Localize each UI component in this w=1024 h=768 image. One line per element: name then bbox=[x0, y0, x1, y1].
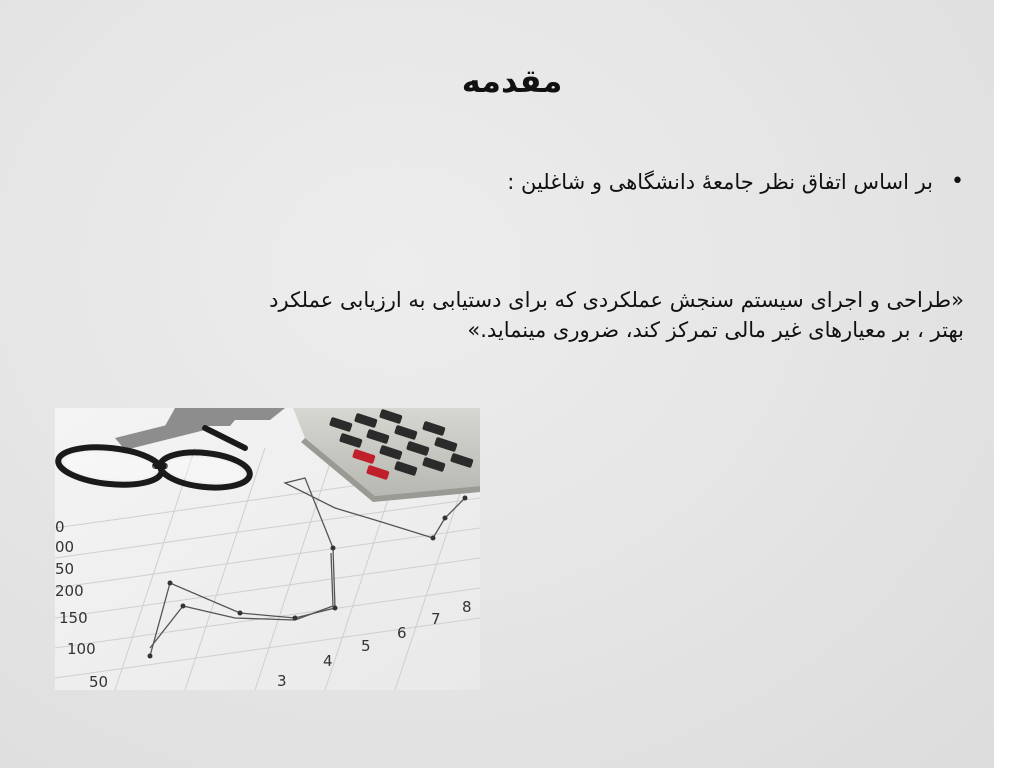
quote-line-1: «طراحی و اجرای سیستم سنجش عملکردی که برای دستیابی به ارزیابی عملکرد bbox=[269, 288, 964, 312]
photo-y-tick-00: 00 bbox=[55, 538, 75, 556]
photo-y-tick-150: 150 bbox=[59, 609, 88, 627]
photo-x-tick-6: 6 bbox=[397, 624, 407, 642]
quote-line-2: بهتر ، بر معیارهای غیر مالی تمرکز کند، ضروری مینماید.» bbox=[467, 318, 964, 342]
photo-x-tick-8: 8 bbox=[462, 598, 472, 616]
photo-x-tick-4: 4 bbox=[323, 652, 333, 670]
photo-x-tick-7: 7 bbox=[431, 610, 441, 628]
slide-title: مقدمه bbox=[461, 62, 563, 100]
photo-y-tick-50b: 50 bbox=[55, 560, 75, 578]
photo-y-tick-200: 200 bbox=[55, 582, 84, 600]
photo-x-tick-5: 5 bbox=[361, 637, 371, 655]
bullet-dot-icon: • bbox=[951, 169, 964, 194]
photo-x-tick-3: 3 bbox=[277, 672, 287, 690]
bullet-text: بر اساس اتفاق نظر جامعۀ دانشگاهی و شاغلین : bbox=[507, 170, 934, 194]
finance-photo bbox=[55, 408, 480, 690]
finance-photo-illustration bbox=[55, 408, 480, 690]
photo-y-tick-50: 50 bbox=[89, 673, 109, 690]
photo-y-tick-100: 100 bbox=[67, 640, 96, 658]
quote-block bbox=[84, 285, 964, 345]
bullet-item bbox=[507, 170, 964, 194]
slide-edge bbox=[994, 0, 1024, 768]
photo-y-tick-0: 0 bbox=[55, 518, 65, 536]
